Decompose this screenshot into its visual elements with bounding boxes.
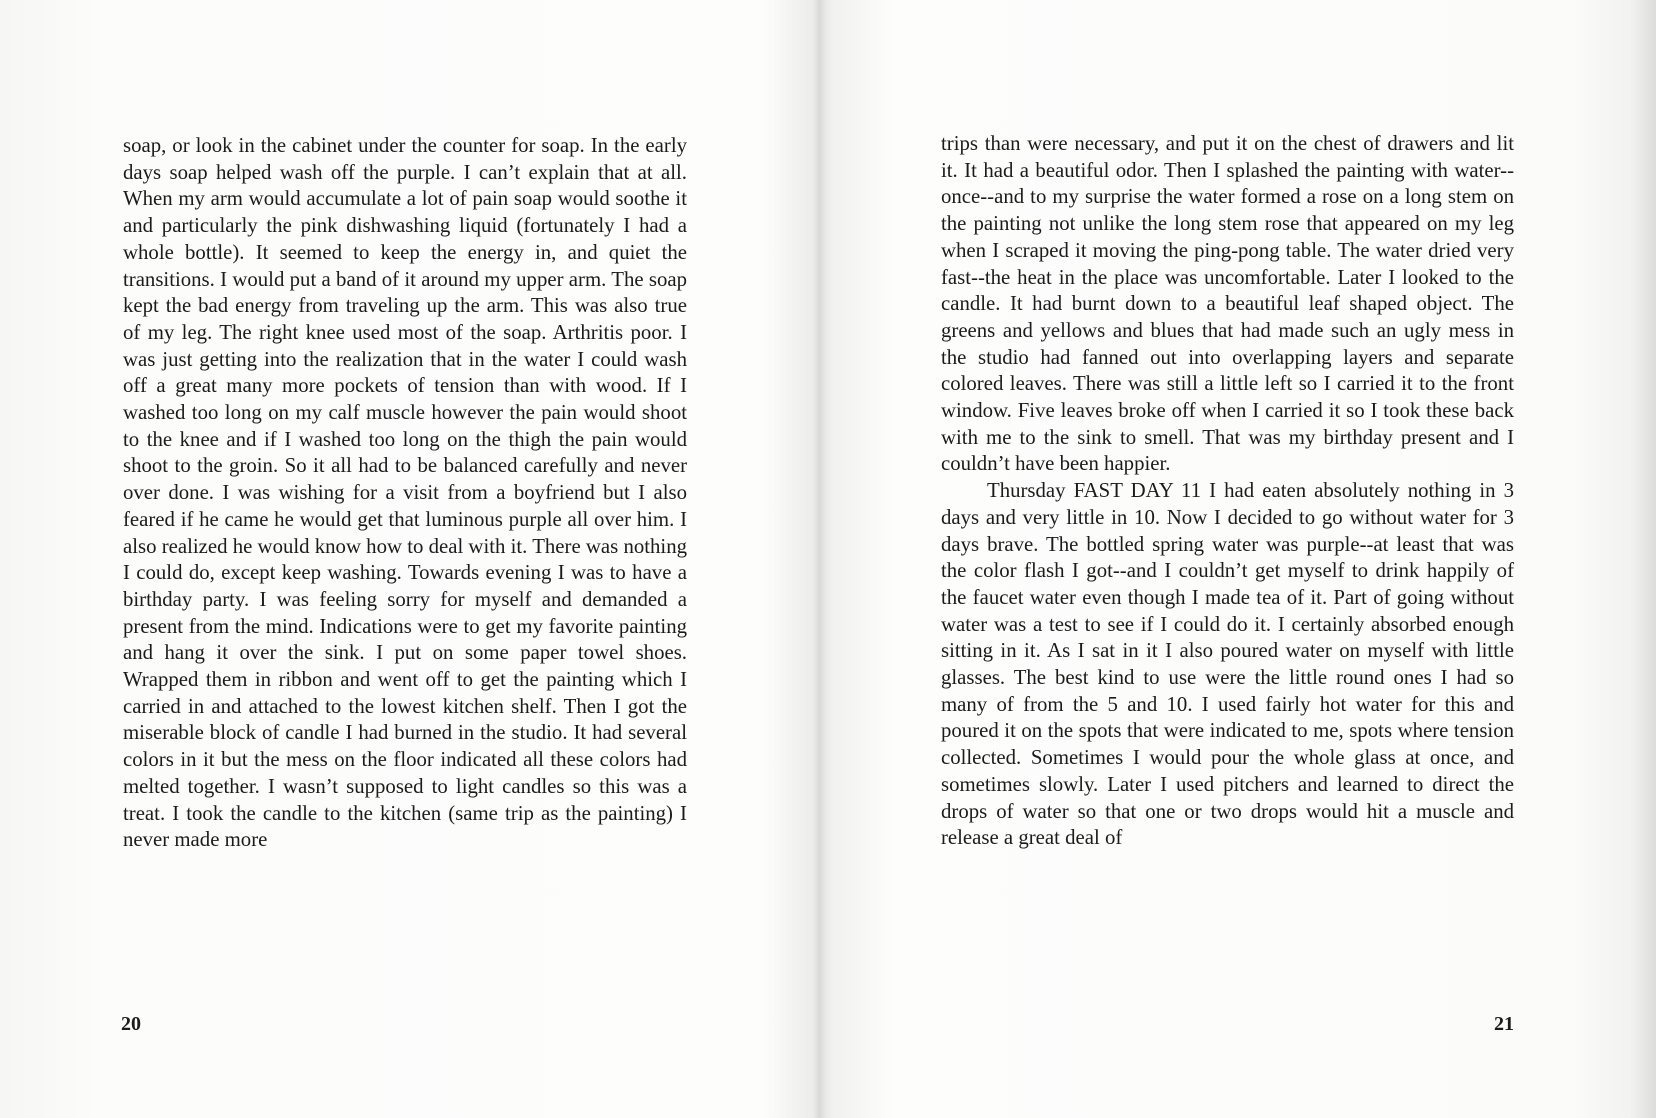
right-page: [826, 0, 1628, 1118]
right-page-number: 21: [1494, 1013, 1514, 1035]
left-page: [0, 0, 812, 1118]
book-gutter: [812, 0, 826, 1118]
left-page-number: 20: [121, 1013, 141, 1035]
left-paragraph-1: soap, or look in the cabinet under the counter for soap. In the early days soap helped wash off the purple. I can’t explain that at all. When my arm would accumulate a lot of pain soap would soothe it and particularly the pink dishwashing liquid (fortunately I had a whole bottle). It seemed to keep the energy in, and quiet the transitions. I would put a band of it around my upper arm. The soap kept the bad energy from traveling up the arm. This was also true of my leg. The right knee used most of the soap. Arthritis poor. I was just getting into the realization that in the water I could wash off a great many more pockets of tension than with wood. If I washed too long on my calf muscle however the pain would shoot to the knee and if I washed too long on the thigh the pain would shoot to the groin. So it all had to be balanced carefully and never over done. I was wishing for a visit from a boyfriend but I also feared if he came he would get that luminous purple all over him. I also realized he would know how to deal with it. There was nothing I could do, except keep washing. Towards evening I was to have a birthday party. I was feeling sorry for myself and demanded a present from the mind. Indications were to get my favorite painting and hang it over the sink. I put on some paper towel shoes. Wrapped them in ribbon and went off to get the painting which I carried in and attached to the lowest kitchen shelf. Then I got the miserable block of candle I had burned in the studio. It had several colors in it but the mess on the floor indicated all these colors had melted together. I wasn’t supposed to light candles so this was a treat. I took the candle to the kitchen (same trip as the painting) I never made more: [123, 134, 687, 852]
left-page-body: [123, 133, 687, 854]
right-page-body: [941, 131, 1514, 852]
right-paragraph-2: Thursday FAST DAY 11 I had eaten absolutely nothing in 3 days and very little in 10. Now I decided to go without water for 3 days brave. The bottled spring water was purple--at least that was the color flash I got--and I couldn’t get myself to drink happily of the faucet water even though I made tea of it. Part of going without water was a test to see if I could do it. I certainly absorbed enough sitting in it. As I sat in it I also poured water on myself with little glasses. The best kind to use were the little round ones I had so many of from the 5 and 10. I used fairly hot water for this and poured it on the spots that were indicated to me, spots where tension collected. Sometimes I would pour the whole glass at once, and sometimes slowly. Later I used pitchers and learned to direct the drops of water so that one or two drops would hit a muscle and release a great deal of: [941, 479, 1514, 850]
page-edge: [1628, 0, 1656, 1118]
right-paragraph-1: trips than were necessary, and put it on the chest of drawers and lit it. It had a beautiful odor. Then I splashed the painting with water--once--and to my surprise the water formed a rose on a long stem on the painting not unlike the long stem rose that appeared on my leg when I scraped it moving the ping-pong table. The water dried very fast--the heat in the place was uncomfortable. Later I looked to the candle. It had burnt down to a beautiful leaf shaped object. The greens and yellows and blues that had made such an ugly mess in the studio had fanned out into overlapping layers and separate colored leaves. There was still a little left so I carried it to the front window. Five leaves broke off when I carried it so I took these back with me to the sink to smell. That was my birthday present and I couldn’t have been happier.: [941, 132, 1514, 476]
